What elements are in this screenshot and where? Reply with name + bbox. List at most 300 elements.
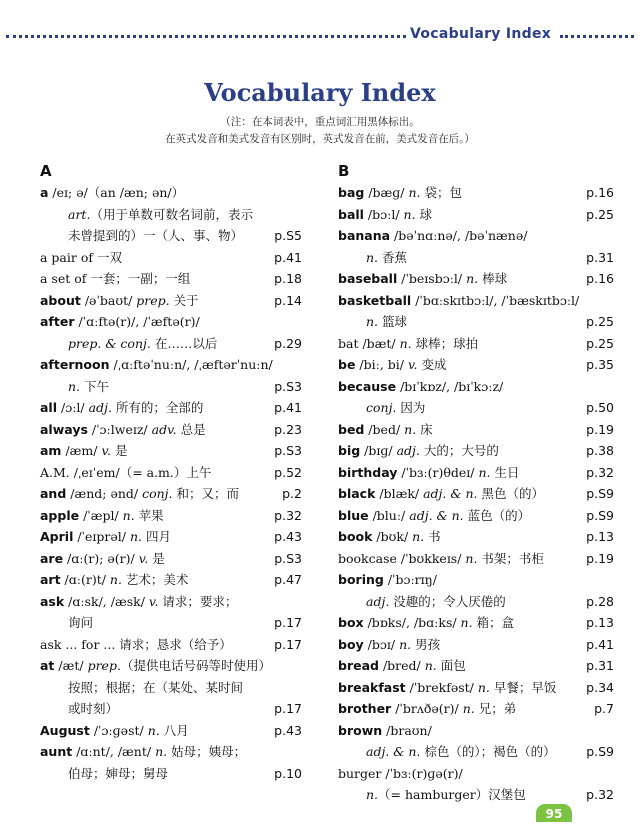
entry-headword: banana: [338, 228, 391, 243]
entry-page-ref: p.34: [586, 679, 614, 695]
index-entry: [338, 182, 614, 204]
entry-pronunciation: /æt/: [54, 658, 88, 673]
entry-pos: n.: [408, 185, 421, 200]
entry-text: [40, 311, 200, 333]
entry-pos: n.: [477, 679, 490, 695]
entry-pos: adj. & n.: [423, 486, 478, 501]
index-entry: [338, 290, 614, 312]
index-entry: [338, 333, 614, 355]
entry-definition: 书: [424, 529, 441, 544]
entry-text: [338, 569, 437, 591]
entry-text: [40, 634, 232, 656]
entry-text: [40, 247, 122, 269]
entry-headword: birthday: [338, 464, 398, 480]
entry-text: [338, 612, 514, 634]
entry-pronunciation: /ˈɑːftə(r)/, /ˈæftə(r)/: [74, 314, 200, 329]
index-entry: [338, 655, 614, 677]
page-number-tab: 95: [536, 804, 572, 822]
column-a: [40, 162, 302, 784]
index-entry: [40, 462, 302, 484]
entry-page-ref: p.S9: [586, 507, 614, 523]
entry-text: [40, 526, 171, 548]
entry-pronunciation: /biː, bi/: [355, 357, 408, 372]
entry-text: [40, 354, 273, 376]
entry-pronunciation: /ɑːnt/, /ænt/: [72, 744, 156, 759]
entry-headword: April: [40, 529, 74, 544]
entry-pronunciation: /ænd; ənd/: [66, 486, 143, 501]
entry-pronunciation: /bæɡ/: [364, 185, 409, 200]
entry-headword: after: [40, 314, 75, 329]
entry-text: [40, 290, 199, 312]
entry-headword: be: [338, 357, 356, 372]
entry-headword: brother: [338, 701, 392, 716]
index-entry: [40, 247, 302, 269]
entry-pos: adj.: [396, 443, 420, 458]
index-entry: [40, 204, 302, 226]
index-entry: [40, 720, 302, 742]
entry-definition: 询问: [68, 615, 94, 630]
entry-pos: adv.: [151, 421, 177, 437]
index-entry: [338, 548, 614, 570]
entry-text: [40, 741, 246, 763]
entry-pronunciation: /bluː/: [368, 507, 410, 523]
entry-headword: bed: [338, 421, 365, 437]
entry-pos: n.: [462, 701, 475, 716]
entry-page-ref: p.2: [282, 486, 302, 501]
entry-page-ref: p.50: [586, 400, 614, 415]
page-title: Vocabulary Index: [204, 78, 436, 107]
index-entry: [338, 591, 614, 613]
entry-pos: n.: [129, 529, 142, 544]
entry-text: [68, 204, 253, 226]
entry-pos: v.: [407, 357, 418, 372]
entry-headword: boring: [338, 572, 384, 587]
entry-page-ref: p.52: [274, 464, 302, 480]
entry-headword: box: [338, 615, 364, 630]
entry-headword: big: [338, 443, 361, 458]
entry-definition: 篮球: [378, 314, 408, 329]
index-entry: [40, 397, 302, 419]
entry-definition: 床: [416, 421, 433, 437]
entry-pronunciation: /ɑːsk/, /æsk/: [64, 593, 149, 609]
entry-definition: 棒球: [478, 271, 508, 286]
entry-pos: adj.: [88, 400, 112, 415]
entry-headword: afternoon: [40, 357, 110, 372]
index-entry: [338, 354, 614, 376]
index-entry: [40, 311, 302, 333]
entry-page-ref: p.32: [274, 507, 302, 523]
entry-text: [338, 462, 519, 484]
entry-text: [68, 612, 93, 634]
entry-definition: 生日: [490, 464, 520, 480]
index-entry: [40, 612, 302, 634]
entry-pos: n.: [404, 421, 417, 437]
entry-page-ref: p.47: [274, 572, 302, 587]
index-entry: [40, 419, 302, 441]
entry-headword: art: [40, 572, 61, 587]
index-entry: [338, 677, 614, 699]
entry-page-ref: p.19: [586, 550, 614, 566]
entry-headword: book: [338, 529, 373, 544]
entry-page-ref: p.25: [586, 314, 614, 329]
entry-pronunciation: /eɪ; ə/（an /æn; ən/）: [48, 185, 185, 200]
entry-pos: n.: [366, 787, 379, 802]
index-entry: [338, 462, 614, 484]
entry-definition: 和；又；而: [172, 486, 240, 501]
index-entry: [40, 225, 302, 247]
entry-definition: 香蕉: [378, 249, 408, 265]
entry-headword: August: [40, 722, 90, 738]
entry-pos: v.: [101, 443, 112, 458]
entry-page-ref: p.28: [586, 593, 614, 609]
entry-headword: aunt: [40, 744, 73, 759]
entry-definition: 苹果: [134, 507, 164, 523]
entry-definition: 男孩: [411, 636, 441, 652]
entry-pronunciation: /bred/: [378, 658, 425, 673]
entry-headword: about: [40, 292, 81, 308]
entry-pos: n.: [399, 636, 412, 652]
entry-text: [366, 397, 425, 419]
entry-text: [338, 634, 440, 656]
entry-headword: baseball: [338, 271, 398, 286]
entry-pos: n.: [399, 335, 412, 351]
entry-pronunciation: /ˈæpl/: [79, 507, 123, 523]
entry-definition: 未曾提到的）一（人、事、物）: [68, 228, 244, 243]
entry-text: [40, 720, 189, 742]
entry-text: [40, 440, 128, 462]
index-entry: [40, 698, 302, 720]
entry-text: [40, 462, 211, 484]
entry-text: [40, 397, 203, 419]
entry-pos: adj.: [366, 593, 390, 609]
entry-text: [338, 677, 556, 699]
entry-phrase: burger /ˈbɜː(r)ɡə(r)/: [338, 765, 463, 781]
entry-headword: basketball: [338, 292, 412, 308]
index-entry: [40, 526, 302, 548]
entry-definition: 早餐；早饭: [489, 679, 557, 695]
entry-pronunciation: /ˈɔːɡəst/: [89, 722, 148, 738]
entry-text: [338, 526, 441, 548]
index-entry: [338, 311, 614, 333]
index-entry: [338, 397, 614, 419]
entry-page-ref: p.32: [586, 787, 614, 802]
entry-definition: 书架；书柜: [477, 550, 544, 566]
section-letter-b: B: [338, 162, 350, 180]
entry-definition: 按照；根据；在（某处、某时间: [68, 679, 244, 695]
index-entry: [338, 784, 614, 806]
entry-phrase: bat /bæt/: [338, 335, 400, 351]
section-letter-a: A: [40, 162, 52, 180]
entry-page-ref: p.S9: [586, 486, 614, 501]
entry-text: [338, 763, 463, 785]
entry-pronunciation: /bəˈnɑːnə/, /bəˈnænə/: [390, 228, 528, 243]
entry-headword: at: [40, 658, 55, 673]
entry-text: [68, 333, 217, 355]
entry-pos: n.: [122, 507, 135, 523]
entry-headword: am: [40, 443, 62, 458]
entry-definition: 关于: [169, 292, 199, 308]
entry-headword: apple: [40, 507, 80, 523]
entry-text: [40, 548, 165, 570]
entry-pos: v.: [138, 550, 149, 566]
entry-text: [338, 698, 516, 720]
entry-headword: bag: [338, 185, 365, 200]
entry-pos: n.: [109, 572, 122, 587]
entry-text: [40, 505, 164, 527]
entry-pronunciation: /ˈeɪprəl/: [73, 529, 130, 544]
entry-pronunciation: /ˈbɜː(r)θdeɪ/: [397, 464, 479, 480]
index-entry: [338, 204, 614, 226]
entry-phrase: a set of 一套；一副；一组: [40, 271, 191, 286]
entry-pronunciation: /ˈbɑːskɪtbɔːl/, /ˈbæskɪtbɔːl/: [411, 292, 580, 308]
entry-pronunciation: /ˈbeɪsbɔːl/: [397, 271, 467, 286]
index-entry: [338, 720, 614, 742]
index-entry: [40, 290, 302, 312]
index-entry: [338, 763, 614, 785]
entry-definition: 变成: [417, 357, 447, 372]
entry-text: [366, 741, 556, 763]
entry-pos: v.: [148, 593, 159, 609]
entry-pos: n.: [147, 722, 160, 738]
entry-pos: prep.: [87, 658, 121, 673]
entry-pos: n.: [465, 550, 478, 566]
entry-headword: because: [338, 378, 397, 394]
entry-pronunciation: /ˈɔːlweɪz/: [87, 421, 152, 437]
entry-definition: 黑色（的）: [477, 486, 544, 501]
entry-headword: bread: [338, 658, 379, 673]
entry-pos: art.: [68, 206, 91, 222]
entry-page-ref: p.29: [274, 335, 302, 351]
entry-definition: 蓝色（的）: [463, 507, 531, 523]
entry-pronunciation: /ˈbrʌðə(r)/: [391, 701, 463, 716]
entry-page-ref: p.S5: [274, 228, 302, 243]
index-entry: [40, 376, 302, 398]
entry-text: [338, 268, 507, 290]
entry-page-ref: p.S3: [274, 443, 302, 458]
index-entry: [40, 655, 302, 677]
entry-definition: 艺术；美术: [121, 572, 189, 587]
entry-text: [338, 548, 544, 570]
entry-page-ref: p.S3: [274, 550, 302, 566]
entry-pos: adj. & n.: [366, 744, 421, 759]
entry-definition: 下午: [80, 378, 110, 394]
entry-pronunciation: /bɔɪ/: [363, 636, 400, 652]
entry-pos: adj. & n.: [409, 507, 464, 523]
entry-text: [366, 784, 526, 806]
entry-headword: black: [338, 486, 376, 501]
entry-definition: 八月: [159, 722, 189, 738]
entry-pos: n.: [466, 271, 479, 286]
entry-text: [338, 655, 466, 677]
entry-text: [40, 655, 271, 677]
entry-text: [338, 720, 432, 742]
entry-page-ref: p.25: [586, 206, 614, 222]
entry-pos: n.: [68, 378, 81, 394]
entry-pos: prep. & conj.: [68, 335, 151, 351]
entry-text: [338, 376, 503, 398]
entry-page-ref: p.13: [586, 615, 614, 630]
entry-text: [338, 204, 432, 226]
entry-definition: 袋；包: [420, 185, 462, 200]
entry-headword: and: [40, 486, 67, 501]
index-entry: [338, 483, 614, 505]
index-entry: [338, 440, 614, 462]
entry-definition: 在……以后: [150, 335, 218, 351]
entry-headword: always: [40, 421, 88, 437]
index-entry: [338, 612, 614, 634]
entry-text: [40, 591, 237, 613]
entry-definition: 球: [415, 206, 433, 222]
entry-headword: ask: [40, 593, 65, 609]
entry-headword: are: [40, 550, 64, 566]
entry-page-ref: p.7: [594, 701, 614, 716]
index-entry: [338, 268, 614, 290]
entry-page-ref: p.32: [586, 464, 614, 480]
index-entry: [40, 483, 302, 505]
entry-text: [366, 311, 407, 333]
entry-pos: n.: [424, 658, 437, 673]
entry-pronunciation: /æm/: [61, 443, 102, 458]
dotted-rule-right: [560, 35, 634, 38]
entry-text: [68, 763, 168, 785]
entry-page-ref: p.17: [274, 636, 302, 652]
entry-page-ref: p.16: [586, 271, 614, 286]
entry-definition: 没趣的；令人厌倦的: [389, 593, 506, 609]
entry-definition: 是: [148, 550, 165, 566]
entry-page-ref: p.23: [274, 421, 302, 437]
entry-text: [40, 419, 206, 441]
entry-text: [68, 698, 118, 720]
entry-headword: a: [40, 185, 49, 200]
index-entry: [40, 354, 302, 376]
entry-text: [40, 483, 239, 505]
entry-definition: 或时刻）: [68, 701, 119, 716]
index-entry: [40, 569, 302, 591]
entry-page-ref: p.35: [586, 357, 614, 372]
entry-pronunciation: /əˈbaʊt/: [80, 292, 137, 308]
index-entry: [40, 634, 302, 656]
entry-pos: n.: [403, 206, 416, 222]
entry-pos: conj.: [366, 400, 397, 415]
entry-headword: blue: [338, 507, 369, 523]
entry-phrase: ask ... for ... 请求；恳求（给予）: [40, 636, 232, 652]
entry-text: [338, 290, 579, 312]
index-entry: [40, 677, 302, 699]
entry-pos: conj.: [142, 486, 173, 501]
entry-pronunciation: /ˈbrekfəst/: [405, 679, 478, 695]
index-entry: [40, 763, 302, 785]
index-entry: [40, 268, 302, 290]
index-entry: [338, 569, 614, 591]
entry-page-ref: p.41: [274, 249, 302, 265]
entry-pos: n.: [366, 249, 379, 265]
index-entry: [338, 741, 614, 763]
entry-page-ref: p.19: [586, 421, 614, 437]
index-entry: [338, 419, 614, 441]
entry-headword: boy: [338, 636, 364, 652]
entry-page-ref: p.S3: [274, 378, 302, 394]
note-line-2: 在英式发音和美式发音有区别时，英式发音在前，美式发音在后。）: [165, 133, 475, 145]
entry-text: [40, 268, 190, 290]
entry-phrase: a pair of 一双: [40, 249, 122, 265]
entry-definition: 面包: [436, 658, 466, 673]
index-entry: [338, 526, 614, 548]
entry-definition: 伯母；婶母；舅母: [68, 765, 169, 781]
entry-pronunciation: /bɪˈkɒz/, /bɪˈkɔːz/: [396, 378, 504, 394]
entry-page-ref: p.41: [586, 636, 614, 652]
index-entry: [40, 548, 302, 570]
entry-text: [338, 354, 447, 376]
entry-definition: （提供电话号码等时使用）: [120, 658, 271, 673]
entry-text: [40, 182, 184, 204]
entry-page-ref: p.S9: [586, 744, 614, 759]
entry-text: [338, 505, 530, 527]
running-header: [0, 22, 640, 50]
entry-definition: （用于单数可数名词前，表示: [90, 206, 253, 222]
entry-page-ref: p.17: [274, 701, 302, 716]
entry-definition: 大的；大号的: [419, 443, 499, 458]
entry-pronunciation: /bɔːl/: [363, 206, 404, 222]
entry-pos: prep.: [136, 292, 170, 308]
entry-definition: 棕色（的）；褐色（的）: [420, 744, 556, 759]
entry-pos: n.: [478, 464, 491, 480]
index-entry: [40, 182, 302, 204]
entry-pos: n.: [155, 744, 168, 759]
index-entry: [40, 741, 302, 763]
entry-page-ref: p.31: [586, 658, 614, 673]
entry-definition: 请求；要求；: [158, 593, 238, 609]
entry-definition: 所有的；全部的: [111, 400, 204, 415]
entry-page-ref: p.41: [274, 400, 302, 415]
entry-definition: 四月: [141, 529, 171, 544]
index-entry: [338, 698, 614, 720]
entry-page-ref: p.31: [586, 249, 614, 265]
entry-pos: n.: [412, 529, 425, 544]
entry-text: [338, 419, 433, 441]
entry-pos: n.: [460, 615, 473, 630]
entry-pos: n.: [366, 314, 379, 329]
entry-pronunciation: /ɑː(r)t/: [60, 572, 110, 587]
entry-headword: breakfast: [338, 679, 406, 695]
entry-text: [40, 569, 188, 591]
entry-definition: 总是: [176, 421, 206, 437]
entry-text: [338, 440, 499, 462]
entry-page-ref: p.16: [586, 185, 614, 200]
entry-page-ref: p.17: [274, 615, 302, 630]
index-entry: [338, 247, 614, 269]
entry-pronunciation: /bʊk/: [372, 529, 413, 544]
entry-page-ref: p.43: [274, 529, 302, 544]
entry-page-ref: p.43: [274, 722, 302, 738]
entry-definition: 是: [111, 443, 128, 458]
column-b: [338, 162, 614, 806]
entry-definition: 姑母；姨母；: [167, 744, 247, 759]
entry-pronunciation: /blæk/: [375, 486, 424, 501]
entry-headword: brown: [338, 722, 383, 738]
entry-text: [366, 591, 506, 613]
entry-headword: ball: [338, 206, 364, 222]
entry-page-ref: p.13: [586, 529, 614, 544]
entry-page-ref: p.10: [274, 765, 302, 781]
entry-text: [338, 225, 527, 247]
entry-page-ref: p.14: [274, 292, 302, 308]
note-line-1: （注：在本词表中，重点词汇用黑体标出。: [220, 116, 420, 128]
entry-pronunciation: /ɑː(r); ə(r)/: [63, 550, 139, 566]
index-entry: [338, 225, 614, 247]
entry-text: [338, 333, 478, 355]
entry-phrase: A.M. /ˌeɪˈem/（= a.m.）上午: [40, 464, 212, 480]
running-title: Vocabulary Index: [410, 26, 552, 42]
